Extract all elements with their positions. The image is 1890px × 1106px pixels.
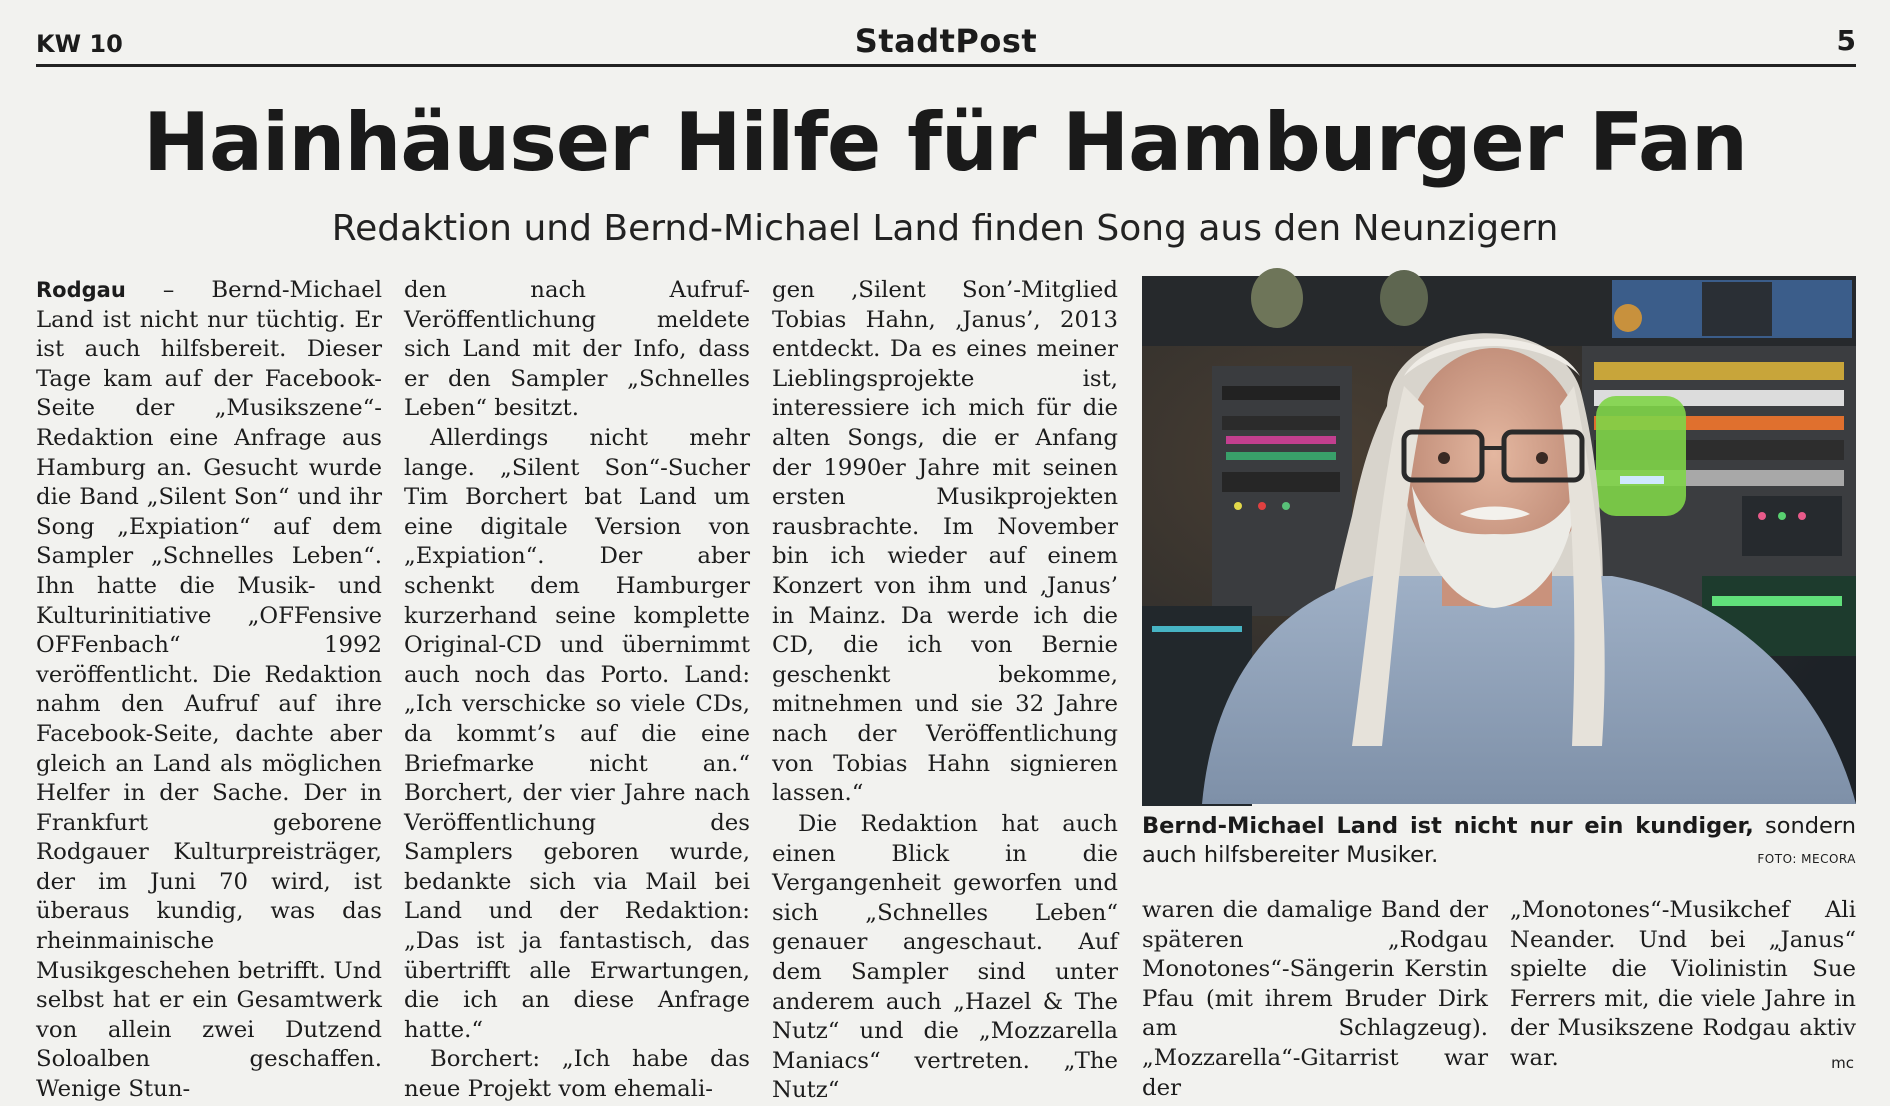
article-column-2 xyxy=(404,276,750,1103)
paragraph: „Monotones“-Musikchef Ali Neander. Und bei „Janus“ spielte die Violinistin Sue Ferrers mit, die viele Jahre in der Musikszene Rodgau aktiv war. xyxy=(1510,897,1856,1071)
photo-caption xyxy=(1142,812,1856,870)
headline: Hainhäuser Hilfe für Hamburger Fan xyxy=(143,96,1747,189)
musician-portrait-image xyxy=(1142,276,1856,804)
paragraph: waren die damalige Band der späteren „Rodgau Monotones“-Sängerin Kerstin Pfau (mit ihrem Bruder Dirk am Schlagzeug). „Mozzarella“-Gitarrist war der xyxy=(1142,897,1488,1101)
caption-rest: sondern auch hilfsbereiter Musiker. xyxy=(1142,813,1856,868)
caption-bold: Bernd-Michael Land ist nicht nur ein kundiger, xyxy=(1142,813,1754,839)
paragraph: gen ‚Silent Son’-Mitglied Tobias Hahn, ‚Janus’, 2013 entdeckt. Da es eines meiner Lieblingsprojekte ist, interessiere ich mich für die alten Songs, die er Anfang der 1990er Jahre mit seinen ersten Musikprojekten rausbrachte. Im November bin ich wieder auf einem Konzert von ihm und ‚Janus’ in Mainz. Da werde ich die CD, die ich von Bernie geschenkt bekomme, mitnehmen und sie 32 Jahre nach der Veröffentlichung von Tobias Hahn signieren lassen.“ xyxy=(772,277,1118,807)
paragraph: Allerdings nicht mehr lange. „Silent Son“-Sucher Tim Borchert bat Land um eine digitale Version von „Expiation“. Der aber schenkt dem Hamburger kurzerhand seine komplette Original-CD und übernimmt auch noch das Porto. Land: „Ich verschicke so viele CDs, da kommt’s auf die eine Briefmarke nicht an.“ Borchert, der vier Jahre nach Veröffentlichung des Samplers geboren wurde, bedankte sich via Mail bei Land und der Redaktion: „Das ist ja fantastisch, das übertrifft alle Erwartungen, die ich an diese Anfrage hatte.“ xyxy=(404,424,750,1043)
article-column-1 xyxy=(36,276,382,1103)
article-column-3 xyxy=(772,276,1118,812)
header-rule xyxy=(36,64,1856,67)
dateline: Rodgau xyxy=(36,278,126,302)
calendar-week: KW 10 xyxy=(36,30,123,58)
page-header xyxy=(36,22,1856,64)
paragraph: Borchert: „Ich habe das neue Projekt vom ehemali- xyxy=(404,1046,750,1103)
column-1-text: – Bernd-Michael Land ist nicht nur tüchtig. Er ist auch hilfsbereit. Dieser Tage kam auf der Facebook-Seite der „Musikszene“-Redaktion eine Anfrage aus Hamburg an. Gesucht wurde die Band „Silent Son“ und ihr Song „Expiation“ auf dem Sampler „Schnelles Leben“. Ihn hatte die Musik- und Kulturinitiative „OFFensive OFFenbach“ 1992 veröffentlicht. Die Redaktion nahm den Aufruf auf ihre Facebook-Seite, dachte aber gleich an Land als möglichen Helfer in der Sache. Der in Frankfurt geborene Rodgauer Kulturpreisträger, der im Juni 70 wird, ist überaus kundig, was das rheinmainische Musikgeschehen betrifft. Und selbst hat er ein Gesamtwerk von allein zwei Dutzend Soloalben geschaffen. Wenige Stun- xyxy=(36,277,382,1103)
article-column-4 xyxy=(1142,896,1488,1101)
paragraph: den nach Aufruf-Veröffentlichung meldete sich Land mit der Info, dass er den Sampler „Schnelles Leben“ besitzt. xyxy=(404,277,750,422)
photo-credit: FOTO: MECORA xyxy=(1757,852,1856,866)
paragraph: Die Redaktion hat auch einen Blick in die Vergangenheit geworfen und sich „Schnelles Leben“ genauer angeschaut. Auf dem Sampler sind unter anderem auch „Hazel & The Nutz“ und die „Mozzarella Maniacs“ vertreten. „The Nutz“ xyxy=(772,811,1118,1104)
subheadline: Redaktion und Bernd-Michael Land finden Song aus den Neunzigern xyxy=(331,208,1559,249)
page-number: 5 xyxy=(1836,24,1856,57)
article-photo xyxy=(1142,276,1856,804)
article-column-5 xyxy=(1510,896,1856,1076)
publication-title: StadtPost xyxy=(854,22,1038,60)
author-initials: mc xyxy=(1831,1054,1854,1072)
article-column-3-continued xyxy=(772,810,1118,1104)
